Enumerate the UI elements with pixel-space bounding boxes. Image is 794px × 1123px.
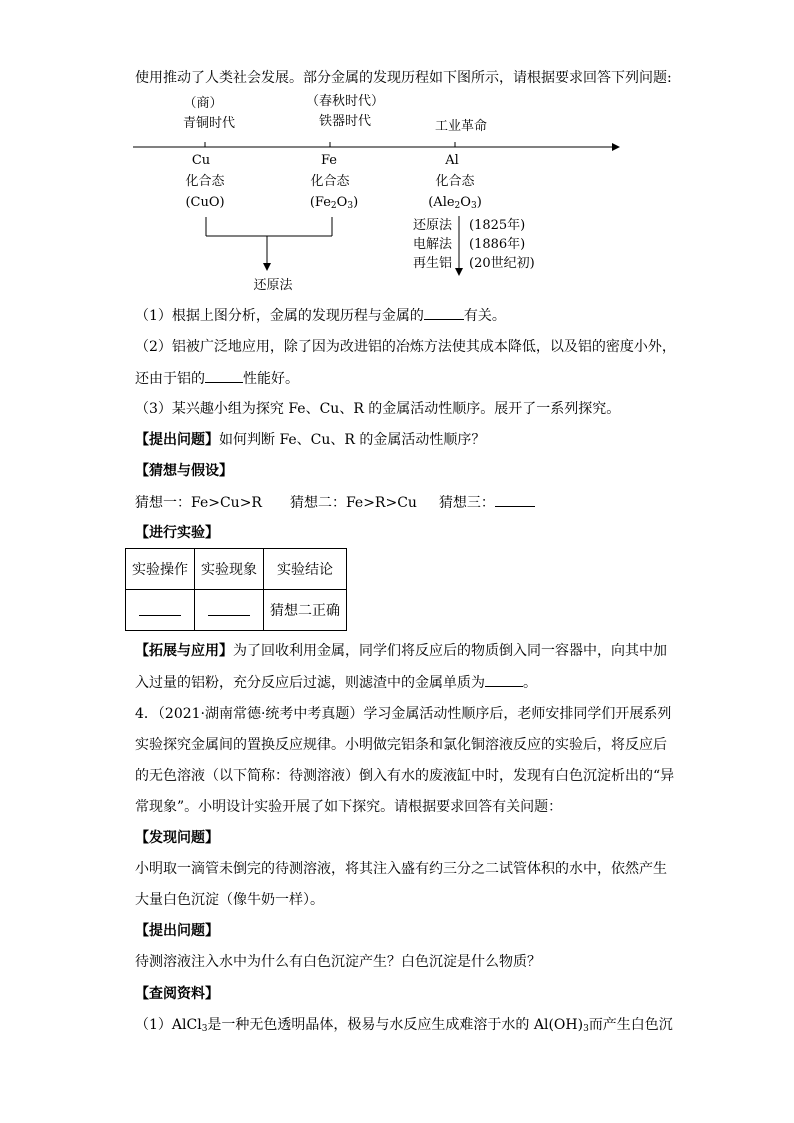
era-bronze-age: 青铜时代 <box>182 116 236 131</box>
table-cell-phenomenon[interactable] <box>195 590 264 631</box>
experiment-heading: 【进行实验】 <box>135 525 219 541</box>
al-year-1886: (1886年) <box>469 237 526 252</box>
table-header-phenomenon: 实验现象 <box>195 549 264 590</box>
question-4-line4: 常现象”。小明设计实验开展了如下探究。请根据要求回答有关问题： <box>135 799 563 815</box>
era-iron-age: 铁器时代 <box>318 114 372 129</box>
al-arrowhead <box>455 268 463 276</box>
hypothesis-list: 猜想一：Fe>Cu>R 猜想二：Fe>R>Cu 猜想三： <box>135 492 535 513</box>
question-4-line1: 4．（2021·湖南常德·统考中考真题）学习金属活动性顺序后，老师安排同学们开展系列 <box>135 706 672 722</box>
extension-line1: 【拓展与应用】为了回收利用金属，同学们将反应后的物质倒入同一容器中，向其中加 <box>135 643 667 659</box>
question-3: （3）某兴趣小组为探究 Fe、Cu、R 的金属活动性顺序。展开了一系列探究。 <box>135 401 621 417</box>
metal-cu-state: 化合态 <box>185 174 225 189</box>
table-header-operation: 实验操作 <box>126 549 195 590</box>
consult-heading: 【查阅资料】 <box>135 986 219 1002</box>
intro-text: 使用推动了人类社会发展。部分金属的发现历程如下图所示，请根据要求回答下列问题: <box>135 70 672 86</box>
table-cell-operation[interactable] <box>126 590 195 631</box>
metal-fe-state: 化合态 <box>310 174 350 189</box>
raise-question2-text: 待测溶液注入水中为什么有白色沉淀产生？白色沉淀是什么物质？ <box>135 954 541 970</box>
answer-blank[interactable] <box>424 305 464 320</box>
answer-blank[interactable] <box>495 492 535 507</box>
answer-blank[interactable] <box>205 368 243 383</box>
find-problem-heading: 【发现问题】 <box>135 830 219 846</box>
timeline-lines <box>0 0 794 300</box>
answer-blank[interactable] <box>485 672 523 687</box>
al-method-recycled: 再生铝 <box>413 256 453 271</box>
era-dynasty-spring-autumn: （春秋时代） <box>305 94 385 109</box>
table-header-conclusion: 实验结论 <box>264 549 347 590</box>
answer-blank[interactable] <box>139 601 181 616</box>
al-method-reduction: 还原法 <box>413 218 453 233</box>
raise-question2-heading: 【提出问题】 <box>135 923 219 939</box>
question-4-line3: 的无色溶液（以下简称：待测溶液）倒入有水的废液缸中时，发现有白色沉淀析出的“异 <box>135 768 675 784</box>
question-2-line1: （2）铝被广泛地应用，除了因为改进铝的冶炼方法使其成本降低，以及铝的密度小外， <box>135 339 676 355</box>
metal-al-symbol: Al <box>445 153 459 168</box>
table-cell-conclusion: 猜想二正确 <box>264 590 347 631</box>
era-industrial-revolution: 工业革命 <box>434 119 488 134</box>
timeline-arrowhead <box>612 143 620 151</box>
metal-al-state: 化合态 <box>435 174 475 189</box>
metal-cu-compound: (CuO) <box>185 195 225 210</box>
experiment-table <box>125 548 347 631</box>
al-year-1825: (1825年) <box>469 218 526 233</box>
answer-blank[interactable] <box>208 601 250 616</box>
question-1: （1）根据上图分析，金属的发现历程与金属的 有关。 <box>135 305 506 326</box>
merge-label-reduction: 还原法 <box>253 278 293 293</box>
question-2-line2: 还由于铝的 性能好。 <box>135 368 299 389</box>
hypothesis-heading: 【猜想与假设】 <box>135 463 233 479</box>
bracket-arrowhead <box>263 263 271 271</box>
era-dynasty-shang: （商） <box>183 96 223 111</box>
find-problem-line1: 小明取一滴管未倒完的待测溶液，将其注入盛有约三分之二试管体积的水中，依然产生 <box>135 861 667 877</box>
extension-line2: 入过量的铝粉，充分反应后过滤，则滤渣中的金属单质为 。 <box>135 672 537 693</box>
table-row <box>126 549 347 590</box>
raise-question: 【提出问题】如何判断 Fe、Cu、R 的金属活动性顺序？ <box>135 432 486 448</box>
metal-al-compound: $(Ale_2O_3)$ <box>428 195 482 211</box>
metal-cu-symbol: Cu <box>191 153 211 168</box>
metal-fe-symbol: Fe <box>320 153 338 168</box>
find-problem-line2: 大量白色沉淀（像牛奶一样）。 <box>135 892 324 908</box>
al-year-20th-century: (20世纪初) <box>469 256 535 271</box>
consult-line1: （1）AlCl$_3$是一种无色透明晶体，极易与水反应生成难溶于水的 $Al(OH)_3$而产生白色沉 <box>135 1017 673 1034</box>
question-4-line2: 实验探究金属间的置换反应规律。小明做完铝条和氯化铜溶液反应的实验后，将反应后 <box>135 737 667 753</box>
table-row <box>126 590 347 631</box>
al-method-electrolysis: 电解法 <box>413 237 453 252</box>
metal-fe-compound: $(Fe_2O_3)$ <box>309 195 359 211</box>
